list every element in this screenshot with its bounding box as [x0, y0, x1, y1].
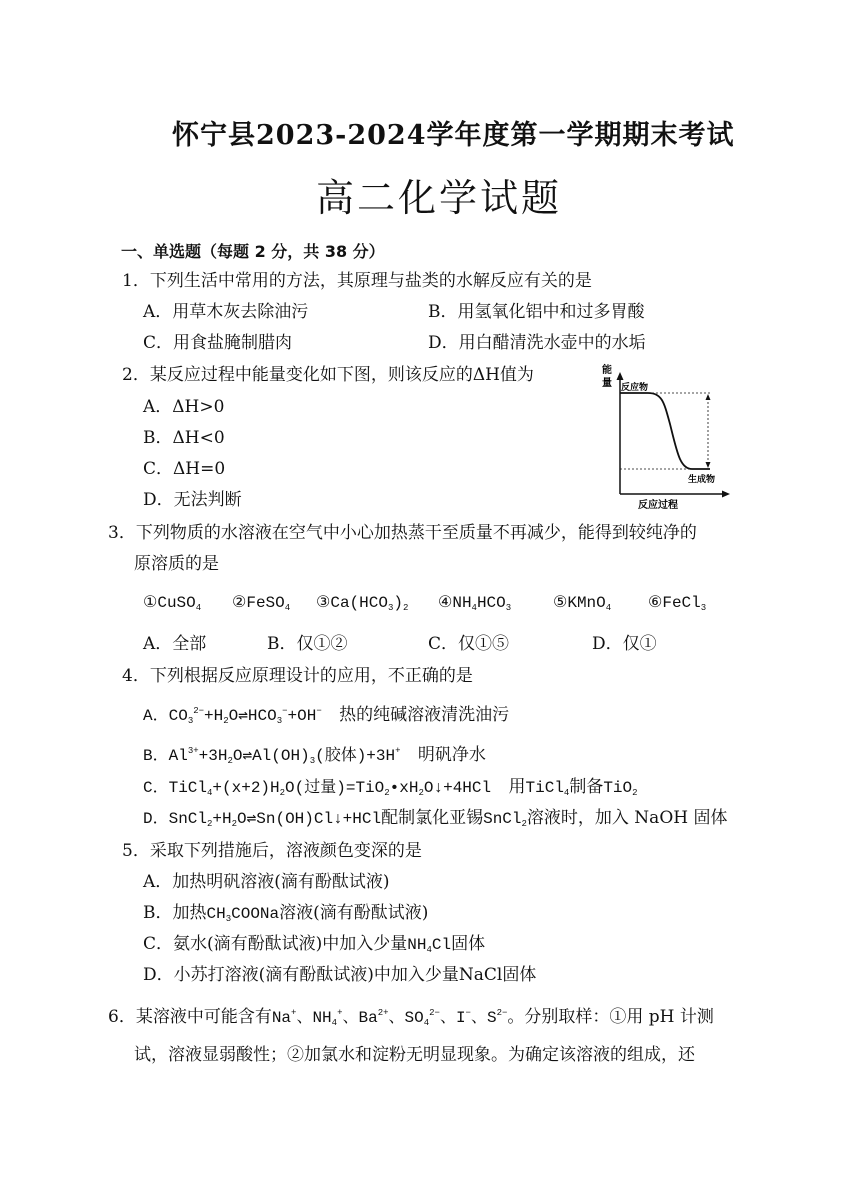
q3-stem-line2: 原溶质的是 [134, 554, 219, 574]
q4-b-application: 明矾净水 [417, 745, 486, 765]
q5-stem: 5．采取下列措施后，溶液颜色变深的是 [122, 841, 422, 861]
q3-item-2: ②FeSO$_4$ [232, 592, 291, 613]
q4-c-application: 用 [508, 777, 526, 797]
q1-option-b: B．用氢氧化铝中和过多胃酸 [428, 302, 645, 322]
energy-diagram [600, 362, 732, 512]
q3-option-b: B．仅①② [267, 634, 348, 654]
q4-option-d: D．$SnCl_2+H_2O\rightleftharpoons Sn(OH)Cl↓+HCl$配制氯化亚锡SnCl$_2$溶液时，加入 NaOH 固体 [143, 808, 728, 829]
q4-d-application: 配制氯化亚锡 [381, 808, 484, 828]
q2-option-a: A．ΔH>0 [143, 397, 225, 417]
q4-a-application: 热的纯碱溶液清洗油污 [339, 705, 510, 725]
diagram-x-label: 反应过程 [638, 500, 678, 511]
exam-subtitle: 高二化学试题 [316, 176, 563, 220]
q4-d-application-2: 溶液时，加入 NaOH 固体 [526, 808, 728, 828]
diagram-reactant-label: 反应物 [621, 383, 649, 393]
q3-item-4: $④NH_4HCO_3$ [438, 592, 512, 613]
q6-stem-line2: 试，溶液显弱酸性；②加氯水和淀粉无明显现象。为确定该溶液的组成，还 [134, 1045, 695, 1065]
diagram-delta-h-arrow-up [706, 394, 711, 400]
q5-option-d: D．小苏打溶液(滴有酚酞试液)中加入少量NaCl固体 [143, 965, 537, 985]
q3-item-5: ⑤KMnO$_4$ [553, 592, 612, 613]
q5-option-a: A．加热明矾溶液(滴有酚酞试液) [143, 872, 390, 892]
q4-option-a: A．$CO_3^{2-}+H_2O\rightleftharpoons HCO_3^-+OH^-$ 热的纯碱溶液清洗油污 [143, 705, 510, 726]
diagram-x-arrow [722, 491, 730, 498]
q2-option-b: B．ΔH<0 [143, 428, 225, 448]
q3-item-6: ⑥FeCl$_3$ [648, 592, 707, 613]
q5-option-c: C．氨水(滴有酚酞试液)中加入少量$NH_4Cl$固体 [143, 934, 486, 955]
q3-item-1: ①CuSO$_4$ [143, 592, 202, 613]
q3-stem-line1: 3．下列物质的水溶液在空气中小心加热蒸干至质量不再减少，能得到较纯净的 [108, 523, 697, 543]
q3-option-d: D．仅① [592, 634, 657, 654]
q4-option-c: C．$TiCl_4+(x+2)H_2O$(过量)$=TiO_2•xH_2O↓+4HCl$ 用TiCl$_4$制备TiO$_2$ [143, 777, 638, 798]
q2-option-d: D．无法判断 [143, 490, 242, 510]
q1-stem: 1．下列生活中常用的方法，其原理与盐类的水解反应有关的是 [122, 271, 592, 291]
q5-option-b: B．加热$CH_3COONa$溶液(滴有酚酞试液) [143, 903, 429, 924]
q6-stem-line1: 6．某溶液中可能含有Na+、$NH_4^+$、$Ba^{2+}$、$SO_4^{2-}$、I−、$S^{2-}$。分别取样：①用 pH 计测 [108, 1007, 714, 1028]
diagram-y-label-1: 能 [602, 365, 612, 376]
diagram-y-arrow [617, 372, 624, 380]
q4-option-b: B．$Al^{3+}+3H_2O\rightleftharpoons Al(OH)_3$(胶体)+3H+ 明矾净水 [143, 745, 486, 766]
q1-option-c: C．用食盐腌制腊肉 [143, 333, 293, 353]
q2-option-c: C．ΔH=0 [143, 459, 226, 479]
q3-option-c: C．仅①⑤ [428, 634, 510, 654]
q3-option-a: A．全部 [143, 634, 207, 654]
section-heading: 一、单选题（每题 2 分，共 38 分） [121, 242, 385, 261]
diagram-y-label-2: 量 [602, 378, 612, 389]
q2-stem: 2．某反应过程中能量变化如下图，则该反应的ΔH值为 [122, 365, 534, 385]
q4-stem: 4．下列根据反应原理设计的应用，不正确的是 [122, 666, 473, 686]
diagram-product-label: 生成物 [688, 475, 716, 485]
diagram-delta-h-arrow-down [706, 462, 711, 468]
exam-title: 怀宁县2023-2024学年度第一学期期末考试 [172, 120, 735, 151]
q1-option-d: D．用白醋清洗水壶中的水垢 [428, 333, 646, 353]
q3-item-3: $③Ca(HCO_3)_2$ [316, 592, 409, 613]
diagram-energy-curve [620, 393, 710, 469]
q1-option-a: A．用草木灰去除油污 [143, 302, 309, 322]
